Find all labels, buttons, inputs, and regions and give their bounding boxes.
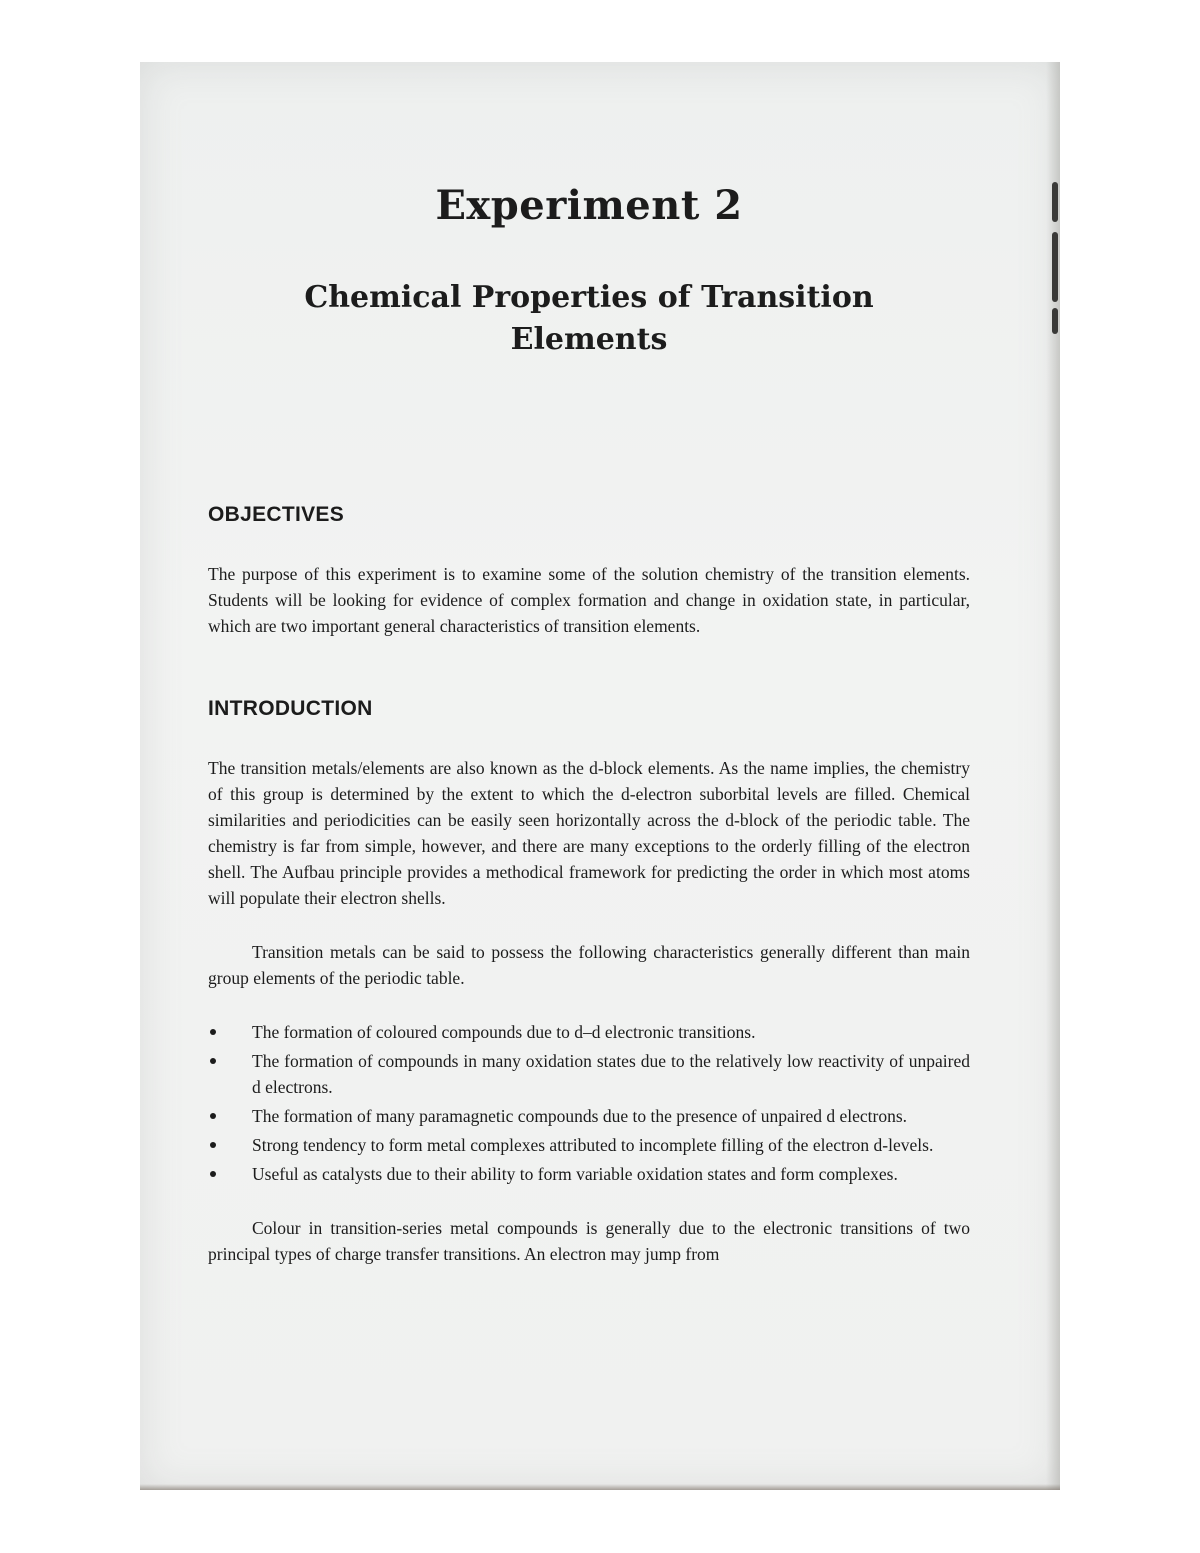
binding-mark <box>1052 308 1058 334</box>
list-item <box>208 1161 970 1187</box>
list-item-text: The formation of coloured compounds due to d–d electronic transitions. <box>252 1022 756 1042</box>
list-item-text: Strong tendency to form metal complexes attributed to incomplete filling of the electron d-levels. <box>252 1135 934 1155</box>
list-item <box>208 1132 970 1158</box>
bullet-icon <box>210 1113 216 1119</box>
bullet-icon <box>210 1029 216 1035</box>
objectives-paragraph: The purpose of this experiment is to examine some of the solution chemistry of the transition elements. Students will be looking for evidence of complex formation and change in oxidation state, in particular, which are two important general characteristics of transition elements. <box>208 564 970 636</box>
list-item <box>208 1103 970 1129</box>
characteristics-list <box>208 1019 970 1187</box>
introduction-paragraph-3: Colour in transition-series metal compounds is generally due to the electronic transitions of two principal types of charge transfer transitions. An electron may jump from <box>208 1218 970 1264</box>
introduction-paragraph-2: Transition metals can be said to possess the following characteristics generally different than main group elements of the periodic table. <box>208 942 970 988</box>
list-item <box>208 1048 970 1100</box>
objectives-heading: OBJECTIVES <box>208 503 345 526</box>
paper-sheet <box>140 62 1060 1490</box>
list-item <box>208 1019 970 1045</box>
binding-mark <box>1052 232 1058 302</box>
bullet-icon <box>210 1058 216 1064</box>
list-item-text: Useful as catalysts due to their ability to form variable oxidation states and form complexes. <box>252 1164 898 1184</box>
page-content <box>208 182 970 1267</box>
bullet-icon <box>210 1142 216 1148</box>
page-subtitle: Chemical Properties of Transition Elements <box>304 280 874 357</box>
introduction-heading: INTRODUCTION <box>208 697 373 720</box>
binding-mark <box>1052 182 1058 222</box>
list-item-text: The formation of many paramagnetic compounds due to the presence of unpaired d electrons. <box>252 1106 908 1126</box>
introduction-paragraph-1: The transition metals/elements are also known as the d-block elements. As the name implies, the chemistry of this group is determined by the extent to which the d-electron suborbital levels are filled. Chemical similarities and periodicities can be easily seen horizontally across the d-block of the periodic table. The chemistry is far from simple, however, and there are many exceptions to the orderly filling of the electron shell. The Aufbau principle provides a methodical framework for predicting the order in which most atoms will populate their electron shells. <box>208 758 970 908</box>
list-item-text: The formation of compounds in many oxidation states due to the relatively low reactivity of unpaired d electrons. <box>252 1051 970 1097</box>
bullet-icon <box>210 1171 216 1177</box>
page-bottom-edge <box>140 1484 1060 1490</box>
page-title: Experiment 2 <box>435 182 743 229</box>
